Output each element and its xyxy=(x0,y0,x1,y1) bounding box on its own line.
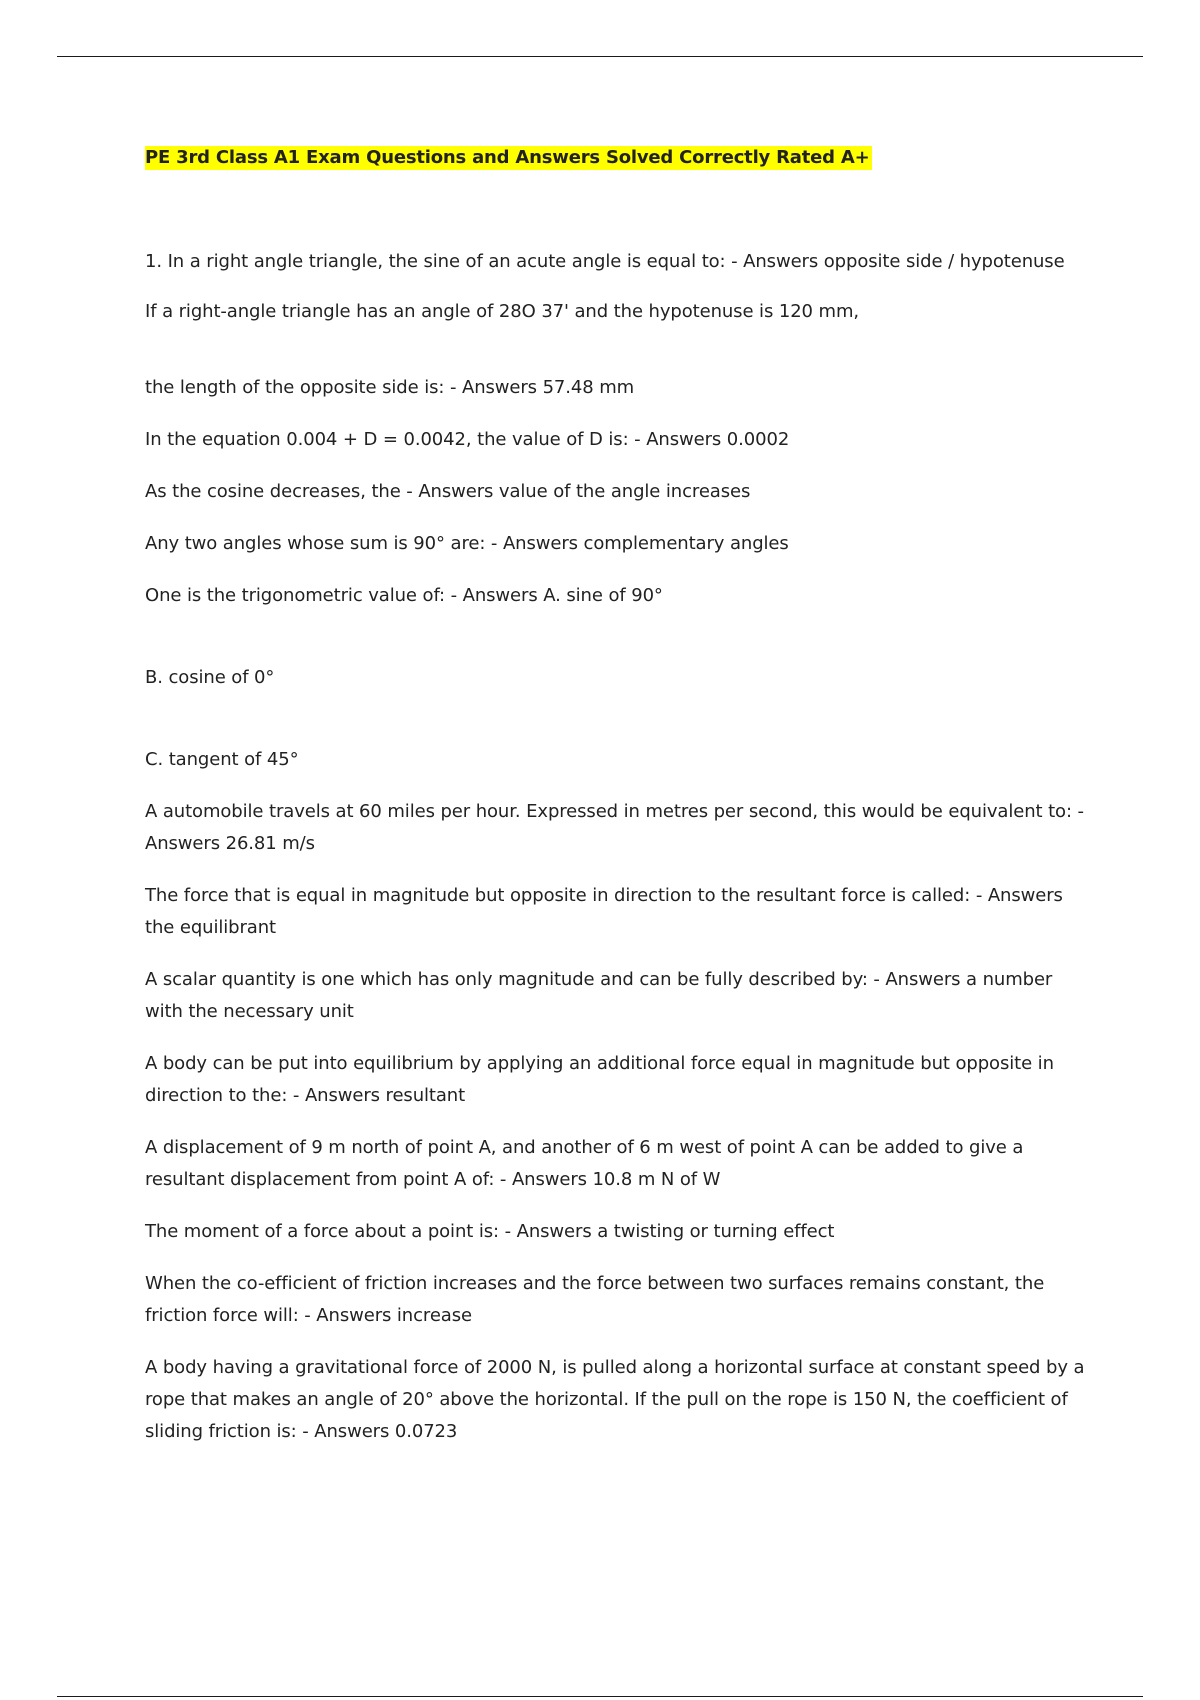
question-line: The force that is equal in magnitude but opposite in direction to the resultant force is called: - Answers the equilibrant xyxy=(145,885,1063,938)
question-line: The moment of a force about a point is: - Answers a twisting or turning effect xyxy=(145,1221,835,1242)
question-line: In the equation 0.004 + D = 0.0042, the value of D is: - Answers 0.0002 xyxy=(145,429,790,450)
question-line: As the cosine decreases, the - Answers value of the angle increases xyxy=(145,481,751,502)
document-title: PE 3rd Class A1 Exam Questions and Answers Solved Correctly Rated A+ xyxy=(145,147,870,168)
question-line: the length of the opposite side is: - Answers 57.48 mm xyxy=(145,377,635,398)
question-line: C. tangent of 45° xyxy=(145,749,299,770)
bottom-rule xyxy=(57,1696,1143,1697)
question-line: If a right-angle triangle has an angle of 28O 37' and the hypotenuse is 120 mm, xyxy=(145,301,860,322)
question-line: A scalar quantity is one which has only magnitude and can be fully described by: - Answers a number with the necessary unit xyxy=(145,969,1053,1022)
question-line: A body having a gravitational force of 2000 N, is pulled along a horizontal surface at constant speed by a rope that makes an angle of 20° above the horizontal. If the pull on the rope is 150 N, the coefficient of sliding friction is: - Answers 0.0723 xyxy=(145,1357,1085,1442)
document-body xyxy=(145,146,1085,1448)
question-line: 1. In a right angle triangle, the sine of an acute angle is equal to: - Answers opposite side / hypotenuse xyxy=(145,251,1065,272)
question-line: Any two angles whose sum is 90° are: - Answers complementary angles xyxy=(145,533,789,554)
question-line: A displacement of 9 m north of point A, and another of 6 m west of point A can be added to give a resultant displacement from point A of: - Answers 10.8 m N of W xyxy=(145,1137,1024,1190)
question-line: A automobile travels at 60 miles per hour. Expressed in metres per second, this would be equivalent to: - Answers 26.81 m/s xyxy=(145,801,1084,854)
top-rule xyxy=(57,56,1143,57)
question-line: A body can be put into equilibrium by applying an additional force equal in magnitude but opposite in direction to the: - Answers resultant xyxy=(145,1053,1054,1106)
question-line: B. cosine of 0° xyxy=(145,667,275,688)
question-line: When the co-efficient of friction increases and the force between two surfaces remains constant, the friction force will: - Answers increase xyxy=(145,1273,1045,1326)
question-line: One is the trigonometric value of: - Answers A. sine of 90° xyxy=(145,585,663,606)
